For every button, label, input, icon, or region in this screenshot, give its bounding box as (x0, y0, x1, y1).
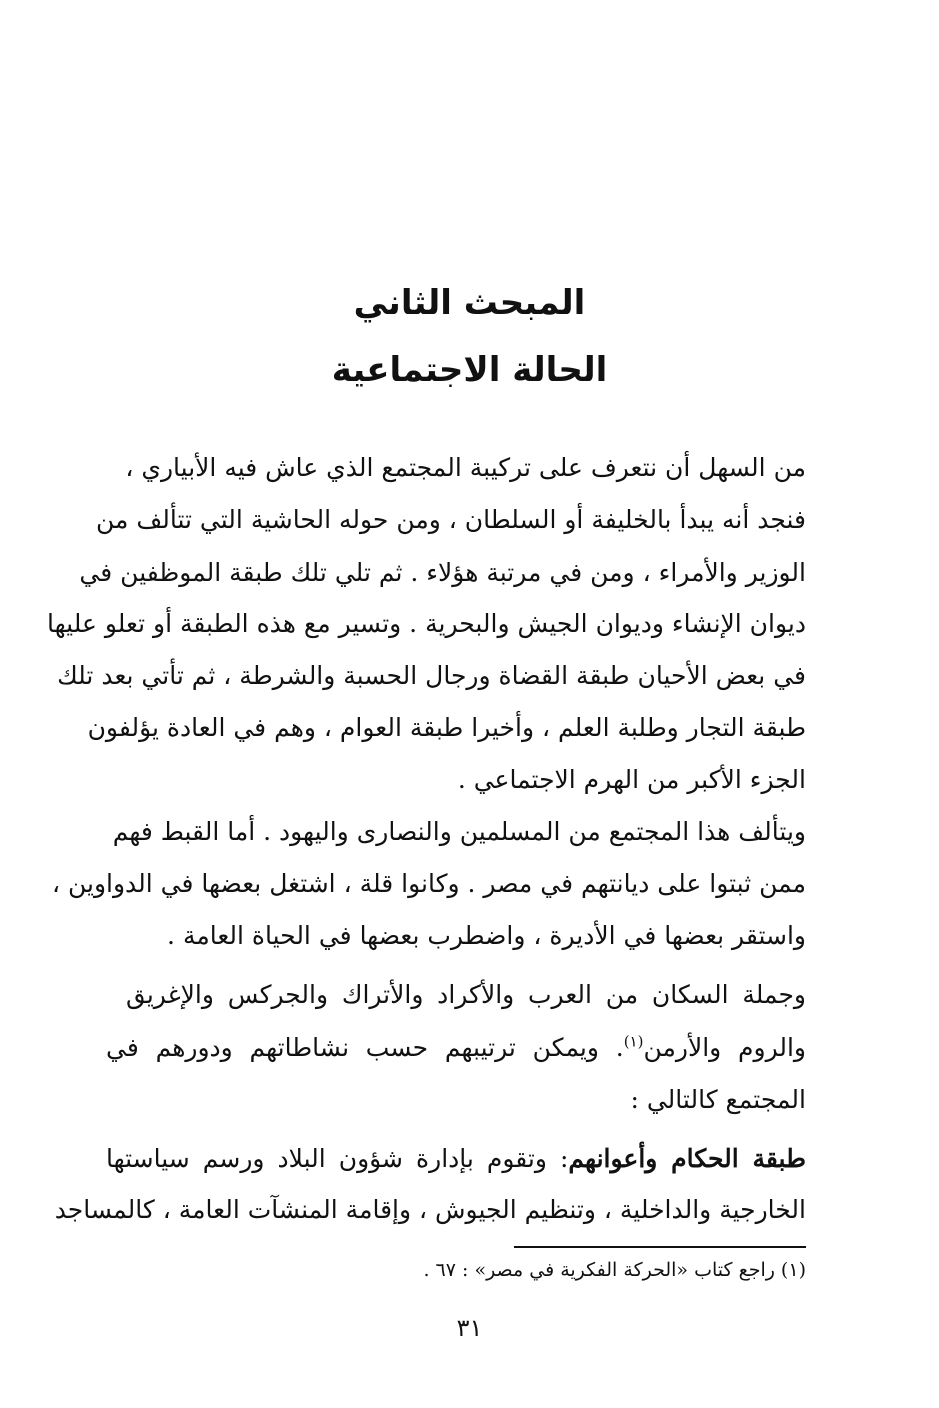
paragraph-1-line-5: في بعض الأحيان طبقة القضاة ورجال الحسبة والشرطة ، ثم تأتي بعد تلك (57, 661, 806, 690)
paragraph-1-line-3: الوزير والأمراء ، ومن في مرتبة هؤلاء . ثم تلي تلك طبقة الموظفين في (79, 558, 806, 587)
paragraph-2-line-2: ممن ثبتوا على ديانتهم في مصر . وكانوا قلة ، اشتغل بعضها في الدواوين ، (51, 869, 806, 898)
paragraph-4-line-1-rest: : وتقوم بإدارة شؤون البلاد ورسم سياستها (106, 1144, 569, 1173)
paragraph-3-line-2 (106, 1028, 806, 1068)
paragraph-4-line-2: الخارجية والداخلية ، وتنظيم الجيوش ، وإقامة المنشآت العامة ، كالمساجد (54, 1195, 806, 1224)
paragraph-1-line-4: ديوان الإنشاء وديوان الجيش والبحرية . وتسير مع هذه الطبقة أو تعلو عليها (47, 609, 806, 638)
paragraph-2-line-3: واستقر بعضها في الأديرة ، واضطرب بعضها في الحياة العامة . (167, 921, 806, 950)
paragraph-1-line-2: فنجد أنه يبدأ بالخليفة أو السلطان ، ومن حوله الحاشية التي تتألف من (96, 505, 806, 534)
paragraph-3-line-3: المجتمع كالتالي : (630, 1085, 806, 1114)
paragraph-3-line-2-start: والروم والأرمن (643, 1033, 807, 1062)
paragraph-3-line-1: وجملة السكان من العرب والأكراد والأتراك والجركس والإغريق (126, 980, 806, 1009)
section-subtitle: الحالة الاجتماعية (331, 350, 608, 390)
page-number: ٣١ (456, 1314, 483, 1342)
class-heading-rulers: طبقة الحكام وأعوانهم (568, 1144, 807, 1173)
paragraph-4-line-1 (106, 1139, 806, 1179)
paragraph-1-line-7: الجزء الأكبر من الهرم الاجتماعي . (457, 765, 806, 794)
paragraph-1-line-1: من السهل أن نتعرف على تركيبة المجتمع الذي عاش فيه الأبياري ، (125, 453, 806, 482)
footnote-reference: (١) (623, 1032, 644, 1051)
paragraph-1-line-6: طبقة التجار وطلبة العلم ، وأخيرا طبقة العوام ، وهم في العادة يؤلفون (87, 713, 806, 742)
footnote: (١) راجع كتاب «الحركة الفكرية في مصر» : ٦٧ . (423, 1259, 806, 1281)
footnote-separator (514, 1246, 806, 1248)
paragraph-2-line-1: ويتألف هذا المجتمع من المسلمين والنصارى واليهود . أما القبط فهم (112, 817, 806, 846)
paragraph-3-line-2-end: . ويمكن ترتيبهم حسب نشاطاتهم ودورهم في (106, 1033, 624, 1062)
section-title: المبحث الثاني (353, 283, 586, 323)
